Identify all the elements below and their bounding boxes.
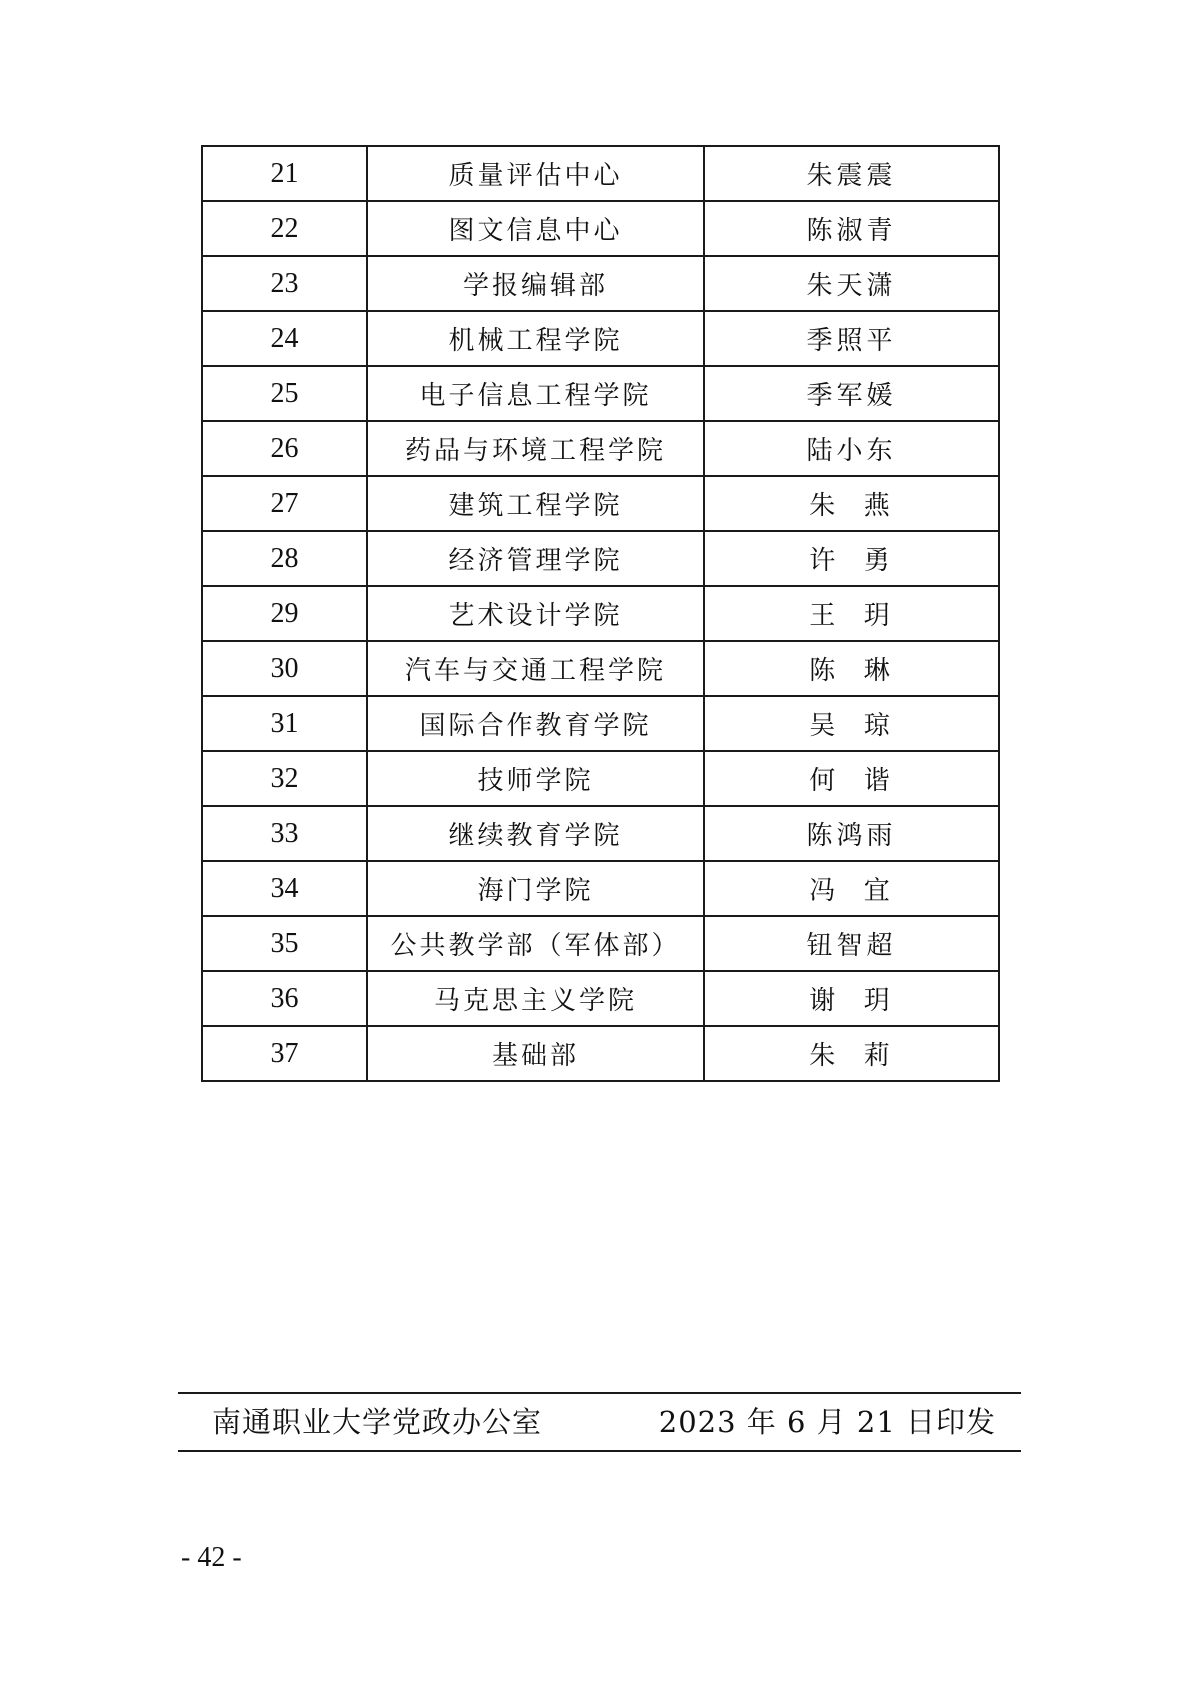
department-name: 图文信息中心 xyxy=(367,201,704,256)
person-name: 朱震震 xyxy=(704,146,999,201)
table-row xyxy=(202,311,999,366)
department-name: 技师学院 xyxy=(367,751,704,806)
table-row xyxy=(202,421,999,476)
row-number: 31 xyxy=(202,696,367,751)
department-name: 药品与环境工程学院 xyxy=(367,421,704,476)
person-name: 钮智超 xyxy=(704,916,999,971)
person-name: 陈 琳 xyxy=(704,641,999,696)
table-row xyxy=(202,641,999,696)
row-number: 33 xyxy=(202,806,367,861)
row-number: 37 xyxy=(202,1026,367,1081)
person-name: 陈淑青 xyxy=(704,201,999,256)
person-name: 许 勇 xyxy=(704,531,999,586)
row-number: 36 xyxy=(202,971,367,1026)
person-name: 陈鸿雨 xyxy=(704,806,999,861)
row-number: 35 xyxy=(202,916,367,971)
department-name: 经济管理学院 xyxy=(367,531,704,586)
department-name: 公共教学部（军体部） xyxy=(367,916,704,971)
department-name: 继续教育学院 xyxy=(367,806,704,861)
department-name: 汽车与交通工程学院 xyxy=(367,641,704,696)
department-name: 国际合作教育学院 xyxy=(367,696,704,751)
person-name: 季军媛 xyxy=(704,366,999,421)
department-name: 质量评估中心 xyxy=(367,146,704,201)
table-row xyxy=(202,806,999,861)
person-name: 朱 莉 xyxy=(704,1026,999,1081)
table-row xyxy=(202,201,999,256)
row-number: 22 xyxy=(202,201,367,256)
person-name: 朱 燕 xyxy=(704,476,999,531)
table-row xyxy=(202,1026,999,1081)
table-row xyxy=(202,751,999,806)
person-name: 何 谐 xyxy=(704,751,999,806)
row-number: 29 xyxy=(202,586,367,641)
row-number: 34 xyxy=(202,861,367,916)
person-name: 冯 宜 xyxy=(704,861,999,916)
table-row xyxy=(202,586,999,641)
table-row xyxy=(202,476,999,531)
department-name: 马克思主义学院 xyxy=(367,971,704,1026)
department-name: 建筑工程学院 xyxy=(367,476,704,531)
person-name: 谢 玥 xyxy=(704,971,999,1026)
table-row xyxy=(202,146,999,201)
department-name: 海门学院 xyxy=(367,861,704,916)
person-name: 朱天潇 xyxy=(704,256,999,311)
footer-bottom-rule xyxy=(178,1450,1021,1452)
person-name: 王 玥 xyxy=(704,586,999,641)
row-number: 26 xyxy=(202,421,367,476)
row-number: 21 xyxy=(202,146,367,201)
table-row xyxy=(202,916,999,971)
person-name: 季照平 xyxy=(704,311,999,366)
row-number: 32 xyxy=(202,751,367,806)
department-name: 电子信息工程学院 xyxy=(367,366,704,421)
person-name: 吴 琼 xyxy=(704,696,999,751)
department-name: 机械工程学院 xyxy=(367,311,704,366)
row-number: 25 xyxy=(202,366,367,421)
footer-top-rule xyxy=(178,1392,1021,1394)
row-number: 28 xyxy=(202,531,367,586)
page-number: - 42 - xyxy=(181,1542,242,1573)
table-row xyxy=(202,971,999,1026)
roster-table xyxy=(201,145,1000,1082)
person-name: 陆小东 xyxy=(704,421,999,476)
roster-table-body xyxy=(202,146,999,1081)
table-row xyxy=(202,696,999,751)
department-name: 学报编辑部 xyxy=(367,256,704,311)
row-number: 23 xyxy=(202,256,367,311)
table-row xyxy=(202,366,999,421)
table-row xyxy=(202,531,999,586)
table-row xyxy=(202,256,999,311)
issuing-office: 南通职业大学党政办公室 xyxy=(212,1405,543,1439)
table-row xyxy=(202,861,999,916)
department-name: 基础部 xyxy=(367,1026,704,1081)
row-number: 24 xyxy=(202,311,367,366)
department-name: 艺术设计学院 xyxy=(367,586,704,641)
issue-date: 2023 年 6 月 21 日印发 xyxy=(658,1405,996,1439)
row-number: 30 xyxy=(202,641,367,696)
row-number: 27 xyxy=(202,476,367,531)
